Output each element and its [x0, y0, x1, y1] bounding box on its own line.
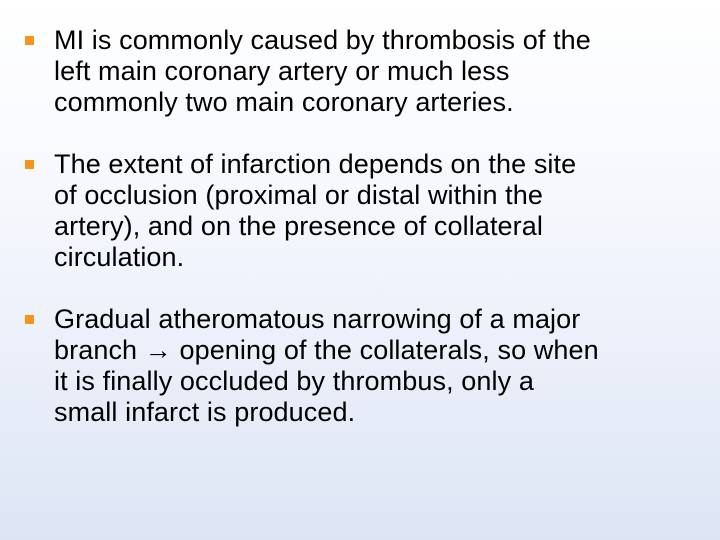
square-bullet-icon: [25, 315, 34, 324]
square-bullet-icon: [25, 36, 34, 45]
bullet-text-2: The extent of infarction depends on the site of occlusion (proximal or distal within the artery), and on the presence of collateral circulation.: [54, 149, 577, 272]
square-bullet-icon: [25, 160, 34, 169]
bullet-text-1: MI is commonly caused by thrombosis of the left main coronary artery or much less commonly two main coronary arteries.: [54, 25, 591, 117]
bullet-text-3: Gradual atheromatous narrowing of a major branch → opening of the collaterals, so when it is finally occluded by thrombus, only a small infarct is produced.: [54, 304, 599, 427]
